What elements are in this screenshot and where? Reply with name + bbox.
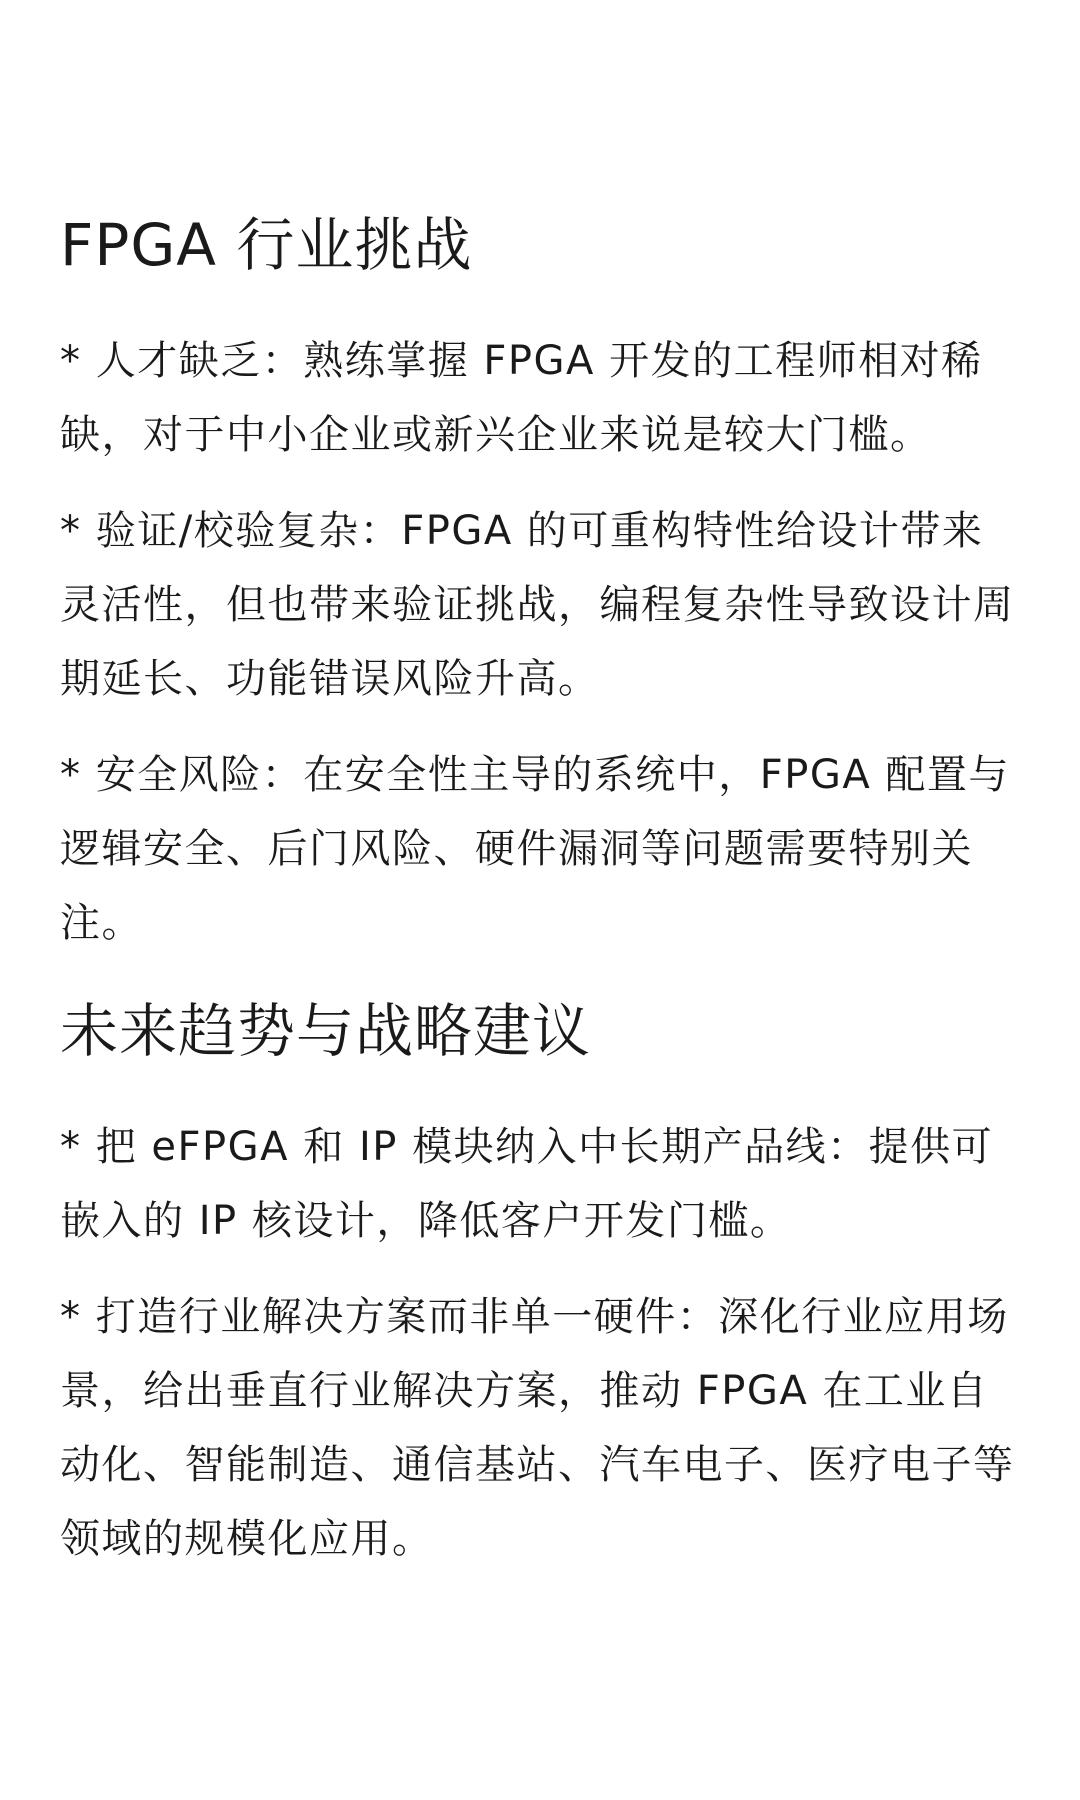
bullet-efpga-ip: * 把 eFPGA 和 IP 模块纳入中长期产品线：提供可嵌入的 IP 核设计，降低客户开发门槛。 (60, 1124, 994, 1244)
bullet-talent-shortage: * 人才缺乏：熟练掌握 FPGA 开发的工程师相对稀缺，对于中小企业或新兴企业来说是较大门槛。 (60, 338, 983, 458)
bullet-verification-complexity: * 验证/校验复杂：FPGA 的可重构特性给设计带来灵活性，但也带来验证挑战，编程复杂性导致设计周期延长、功能错误风险升高。 (60, 508, 1015, 702)
section-title-future-trends: 未来趋势与战略建议 (60, 997, 592, 1065)
bullet-industry-solutions: * 打造行业解决方案而非单一硬件：深化行业应用场景，给出垂直行业解决方案，推动 FPGA 在工业自动化、智能制造、通信基站、汽车电子、医疗电子等领域的规模化应用。 (60, 1294, 1015, 1562)
bullet-security-risk: * 安全风险：在安全性主导的系统中，FPGA 配置与逻辑安全、后门风险、硬件漏洞等问题需要特别关注。 (60, 752, 1010, 946)
section-title-industry-challenges: FPGA 行业挑战 (60, 211, 473, 279)
